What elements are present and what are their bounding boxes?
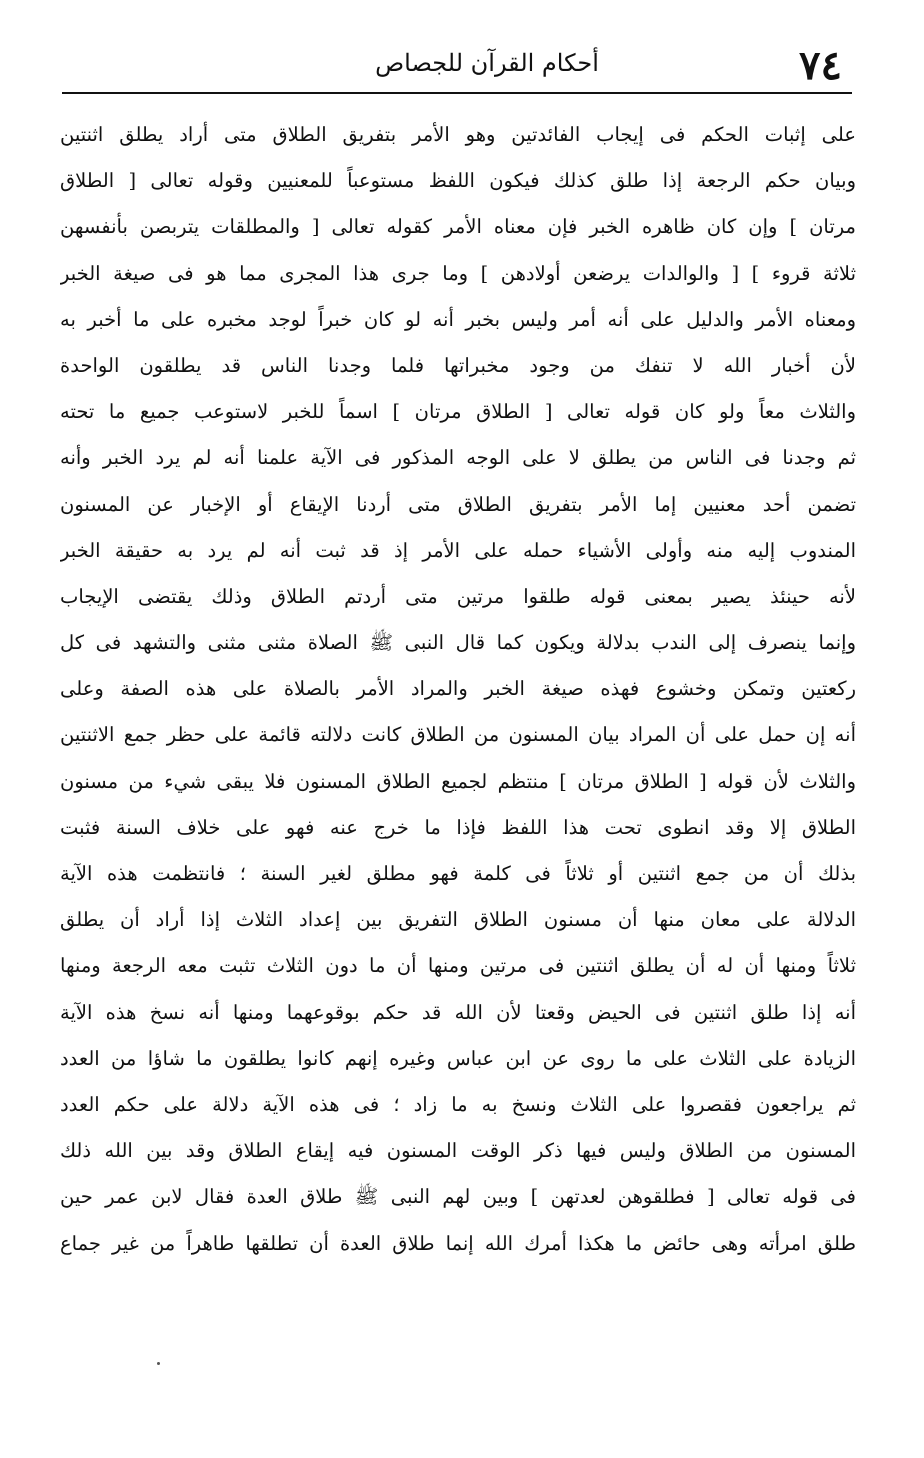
text-line: ركعتين وتمكن وخشوع فهذه صيغة الخبر والمراد الأمر بالصلاة على هذه الصفة وعلى: [60, 677, 856, 701]
page-number: ٧٤: [799, 42, 842, 89]
text-line: ثلاثة قروء ] [ والوالدات يرضعن أولادهن ] وما جرى هذا المجرى مما هو فى صيغة الخبر: [60, 261, 856, 285]
text-line: المسنون من الطلاق وليس فيها ذكر الوقت المسنون فيه إيقاع الطلاق وقد بين الله ذلك: [60, 1139, 856, 1163]
text-line: الزيادة على الثلاث على ما روى عن ابن عباس وغيره إنهم كانوا يطلقون ما شاؤا من العدد: [60, 1046, 856, 1070]
page-header: [62, 40, 852, 90]
text-line: ثلاثاً ومنها أن له أن يطلق اثنتين فى مرتين ومنها أن ما دون الثلاث تثبت معه الرجعة ومنها: [60, 954, 856, 978]
text-line: لأن أخبار الله لا تنفك من وجود مخبراتها فلما وجدنا الناس قد يطلقون الواحدة: [60, 353, 856, 377]
text-line: وبيان حكم الرجعة إذا طلق كذلك فيكون اللفظ مستوعباً للمعنيين وقوله تعالى [ الطلاق: [60, 169, 856, 193]
text-line: بذلك أن من جمع اثنتين أو ثلاثاً فى كلمة فهو مطلق لغير السنة ؛ فانتظمت هذه الآية: [60, 862, 856, 885]
text-line: مرتان ] وإن كان ظاهره الخبر فإن معناه الأمر كقوله تعالى [ والمطلقات يتربصن بأنفسهن: [60, 215, 856, 239]
scan-speck: [157, 1362, 160, 1365]
text-line: فى قوله تعالى [ فطلقوهن لعدتهن ] وبين لهم النبى ﷺ طلاق العدة فقال لابن عمر حين: [60, 1185, 856, 1209]
text-line: وإنما ينصرف إلى الندب بدلالة ويكون كما قال النبى ﷺ الصلاة مثنى مثنى والتشهد فى كل: [60, 631, 856, 655]
body-text: [60, 112, 856, 1267]
text-line: ثم يراجعون فقصروا على الثلاث ونسخ به ما زاد ؛ فى هذه الآية دلالة على حكم العدد: [60, 1092, 856, 1116]
text-line: والثلاث معاً ولو كان قوله تعالى [ الطلاق مرتان ] اسماً للخبر لاستوعب جميع ما تحته: [60, 400, 856, 424]
text-line: أنه إذا طلق اثنتين فى الحيض وقعتا لأن الله قد حكم بوقوعهما ومنها أنه نسخ هذه الآية: [60, 1000, 856, 1024]
text-line: تضمن أحد معنيين إما الأمر بتفريق الطلاق متى أردنا الإيقاع أو الإخبار عن المسنون: [60, 492, 856, 516]
text-line: لأنه حينئذ يصير بمعنى قوله طلقوا مرتين متى أردتم الطلاق وذلك يقتضى الإيجاب: [60, 584, 856, 608]
text-line: أنه إن حمل على أن المراد بيان المسنون من الطلاق كانت دلالته قائمة على حظر جمع الاثنتين: [60, 723, 856, 747]
text-line: المندوب إليه منه وأولى الأشياء حمله على الأمر إذ قد ثبت أنه لم يرد به حقيقة الخبر: [60, 538, 856, 562]
running-title: أحكام القرآن للجصاص: [375, 49, 599, 77]
text-line: ومعناه الأمر والدليل على أنه أمر وليس بخبر أنه لو كان خبراً لوجد مخبره على ما أخبر به: [60, 307, 856, 331]
header-rule: [62, 92, 852, 94]
text-line: على إثبات الحكم فى إيجاب الفائدتين وهو الأمر بتفريق الطلاق متى أراد يطلق اثنتين: [60, 123, 856, 146]
text-line: طلق امرأته وهى حائض ما هكذا أمرك الله إنما طلاق العدة أن تطلقها طاهراً من غير جماع: [60, 1231, 856, 1255]
text-line: والثلاث لأن قوله [ الطلاق مرتان ] منتظم لجميع الطلاق المسنون فلا يبقى شيء من مسنون: [60, 769, 856, 793]
text-line: ثم وجدنا فى الناس من يطلق لا على الوجه المذكور فى الآية علمنا أنه لم يرد الخبر وأنه: [60, 446, 856, 470]
text-line: الدلالة على معان منها أن مسنون الطلاق التفريق بين إعداد الثلاث إذا أراد أن يطلق: [60, 908, 856, 932]
text-line: الطلاق إلا وقد انطوى تحت هذا اللفظ فإذا ما خرج عنه فهو على خلاف السنة فثبت: [60, 815, 856, 839]
